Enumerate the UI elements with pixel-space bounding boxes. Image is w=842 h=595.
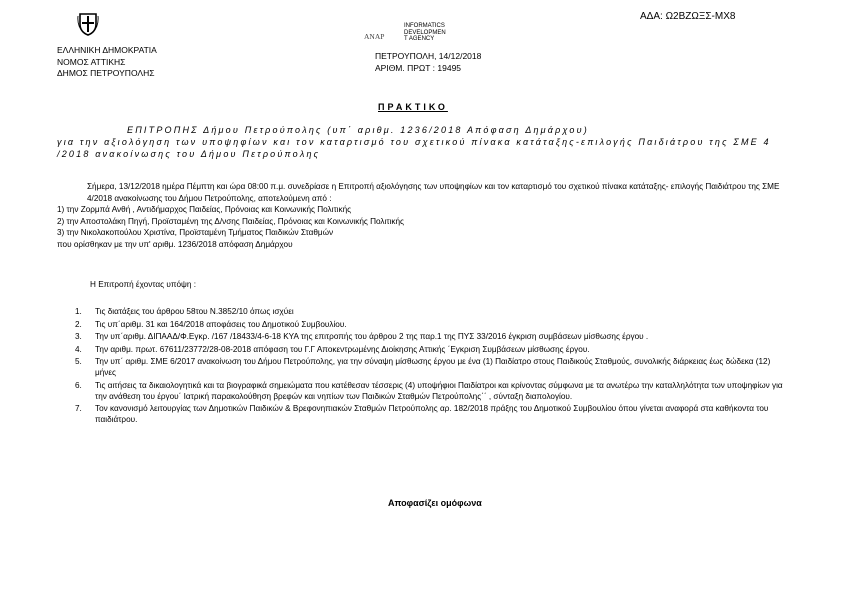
item-text: Την υπ΄αριθμ. ΔΙΠΑΑΔ/Φ.Εγκρ. /167 /18433/4-6-18 ΚΥΑ της επιτροπής του άρθρου 2 της παρ.1 της ΠΥΣ 33/2016 έγκριση συμβάσεων μίσθωσης έργου . <box>95 332 649 341</box>
document-title: ΠΡΑΚΤΙΚΟ <box>378 102 448 112</box>
item-number: 6. <box>75 380 82 390</box>
list-item <box>57 344 787 355</box>
item-number: 1. <box>75 307 82 316</box>
agency-line: T AGENCY <box>404 36 435 42</box>
decision-heading: Αποφασίζει ομόφωνα <box>388 498 482 508</box>
considerations-list <box>57 306 787 427</box>
list-item <box>57 403 787 425</box>
meeting-paragraph <box>57 181 787 251</box>
ada-code: ΑΔΑ: Ω2ΒΖΩΞΣ-ΜΧ8 <box>640 11 736 22</box>
protocol-number: ΑΡΙΘΜ. ΠΡΩΤ : 19495 <box>375 62 462 73</box>
committee-member: 3) την Νικολακοπούλου Χριστίνα, Προϊσταμένη Τμήματος Παιδικών Σταθμών <box>57 228 334 238</box>
issuer-block <box>57 45 157 80</box>
agency-signature <box>404 23 446 43</box>
item-number: 3. <box>75 332 82 341</box>
item-number: 4. <box>75 344 82 354</box>
item-text: Τις υπ΄αριθμ. 31 και 164/2018 αποφάσεις του Δημοτικού Συμβουλίου. <box>95 319 347 329</box>
item-text: Τις διατάξεις του άρθρου 58του Ν.3852/10 όπως ισχύει <box>95 307 294 316</box>
date-protocol-block <box>375 51 481 74</box>
issuer-line: ΕΛΛΗΝΙΚΗ ΔΗΜΟΚΡΑΤΙΑ <box>57 45 157 55</box>
considerations-intro: Η Επιτροπή έχοντας υπόψη : <box>90 280 196 289</box>
issuer-line: ΝΟΜΟΣ ΑΤΤΙΚΗΣ <box>57 56 126 67</box>
greek-coat-of-arms-icon <box>77 12 99 36</box>
issuer-line: ΔΗΜΟΣ ΠΕΤΡΟΥΠΟΛΗΣ <box>57 68 155 78</box>
list-item <box>57 319 787 330</box>
list-item <box>57 356 787 378</box>
subject-line-1: ΕΠΙΤΡΟΠΗΣ Δήμου Πετρούπολης (υπ΄ αριθμ. 1236/2018 Απόφαση Δημάρχου) <box>127 125 589 135</box>
item-number: 7. <box>75 404 82 413</box>
meeting-text: Σήμερα, 13/12/2018 ημέρα Πέμπτη και ώρα 08:00 π.μ. συνεδρίασε η Επιτροπή αξιολόγησης των υποψηφίων και τον καταρτισμό του σχετικού πίνακα κατάταξης- επιλογής Παιδιάτρου της ΣΜΕ 4/2018 ανακοίνωσης του Δήμου Πετρούπολης, αποτελούμενη από : <box>87 182 780 203</box>
appointment-note: που ορίσθηκαν με την υπ' αριθμ. 1236/2018 απόφαση Δημάρχου <box>57 239 293 249</box>
document-date: ΠΕΤΡΟΥΠΟΛΗ, 14/12/2018 <box>375 51 482 61</box>
committee-member: 1) την Ζορμπά Ανθή , Αντιδήμαρχος Παιδείας, Πρόνοιας και Κοινωνικής Πολιτικής <box>57 205 352 215</box>
list-item <box>57 306 787 317</box>
item-text: Την υπ΄ αριθμ. ΣΜΕ 6/2017 ανακοίνωση του Δήμου Πετρούπολης, για την σύναψη μίσθωσης έργου με ένα (1) Παιδίατρο στους Παιδικούς Σταθμούς, συνολικής διάρκειας έως δώδεκα (12) μήνες <box>95 357 771 377</box>
subject-line-rest: για την αξιολόγηση των υποψηφίων και τον καταρτισμό του σχετικού πίνακα κατάταξης-επιλογής Παιδιάτρου της ΣΜΕ 4 /2018 ανακοίνωσης του Δήμου Πετρούπολης <box>57 137 771 159</box>
list-item <box>57 380 787 402</box>
item-text: Τις αιτήσεις τα δικαιολογητικά και τα βιογραφικά σημειώματα που κατέθεσαν τέσσερις (4) υποψήφιοι Παιδίατροι και κρίνοντας σύμφωνα με τα ανωτέρω την καταλληλότητα των υποψηφίων για την ανάθεση του έργου΄ Ιατρική παρακολούθηση βρεφών και νηπίων των Παιδικών Σταθμών Πετρούπολης΄΄ , σύνταξη διαπολογίου. <box>95 380 783 401</box>
item-text: Τον κανονισμό λειτουργίας των Δημοτικών Παιδικών & Βρεφονηπιακών Σταθμών Πετρούπολης αρ. 182/2018 πράξης του Δημοτικού Συμβουλίου όπου γίνεται αναφορά στα καθήκοντα του παιδιάτρου. <box>95 404 769 424</box>
item-number: 2. <box>75 319 82 329</box>
list-item <box>57 331 787 342</box>
stamp-text: ΑΝΑΡ <box>364 32 385 41</box>
agency-line: DEVELOPMEN <box>404 29 446 36</box>
committee-member: 2) την Αποστολάκη Πηγή, Προϊσταμένη της Δ/νσης Παιδείας, Πρόνοιας και Κοινωνικής Πολιτικής <box>57 216 404 226</box>
item-text: Την αριθμ. πρωτ. 67611/23772/28-08-2018 απόφαση του Γ.Γ Αποκεντρωμένης Διοίκησης Αττικής ΄Εγκριση Συμβάσεων μίσθωσης έργου. <box>95 344 590 354</box>
item-number: 5. <box>75 357 82 366</box>
agency-line: INFORMATICS <box>404 23 445 29</box>
subject-heading <box>57 124 785 160</box>
